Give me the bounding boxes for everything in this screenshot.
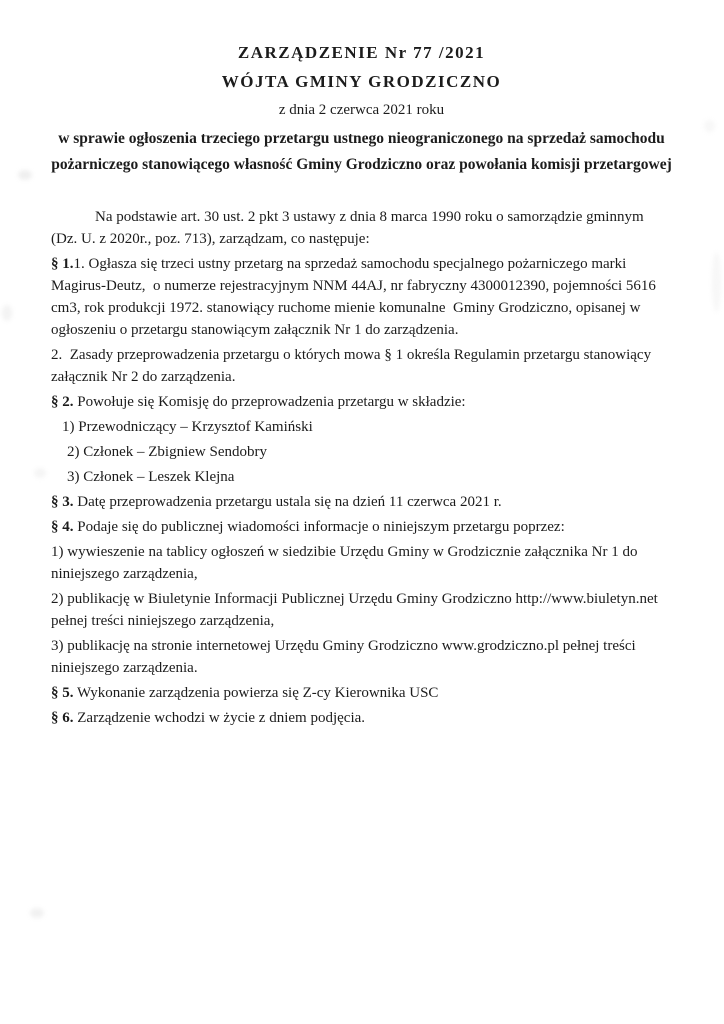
section-3-text: Datę przeprowadzenia przetargu ustala się na dzień 11 czerwca 2021 r. — [73, 494, 502, 510]
section-4-marker: § 4. — [51, 519, 74, 535]
document-date: z dnia 2 czerwca 2021 roku — [278, 102, 445, 118]
publication-item-3: 3) publikację na stronie internetowej Urzędu Gminy Grodziczno www.grodziczno.pl pełnej treści niniejszego zarządzenia. — [51, 638, 640, 676]
scan-artifact — [18, 170, 32, 180]
section-5-paragraph — [51, 682, 672, 704]
committee-list-item-2: 2) Członek – Zbigniew Sendobry — [67, 444, 267, 460]
committee-list-item-1: 1) Przewodniczący – Krzysztof Kamiński — [62, 419, 313, 435]
section-3-paragraph — [51, 491, 672, 513]
section-1-item-2-paragraph: 2. Zasady przeprowadzenia przetargu o których mowa § 1 określa Regulamin przetargu stanowiący załącznik Nr 2 do zarządzenia. — [51, 347, 655, 385]
section-5-marker: § 5. — [51, 685, 74, 701]
section-1-paragraph — [51, 253, 672, 341]
document-body — [51, 206, 672, 729]
scan-artifact — [2, 305, 12, 321]
section-6-text: Zarządzenie wchodzi w życie z dniem podjęcia. — [73, 710, 366, 726]
section-6-marker: § 6. — [51, 710, 74, 726]
preamble-paragraph: Na podstawie art. 30 ust. 2 pkt 3 ustawy z dnia 8 marca 1990 roku o samorządzie gminnym (Dz. U. z 2020r., poz. 713), zarządzam, co następuje: — [51, 209, 648, 247]
section-4-paragraph — [51, 516, 672, 538]
document-issuer: WÓJTA GMINY GRODZICZNO — [221, 72, 502, 91]
committee-list-item-3: 3) Członek – Leszek Klejna — [67, 469, 235, 485]
scan-artifact — [30, 908, 44, 918]
section-5-text: Wykonanie zarządzenia powierza się Z-cy Kierownika USC — [73, 685, 439, 701]
section-2-text: Powołuje się Komisję do przeprowadzenia przetargu w składzie: — [73, 394, 466, 410]
scan-artifact — [704, 120, 715, 132]
section-2-marker: § 2. — [51, 394, 74, 410]
document-heading — [51, 42, 672, 178]
section-6-paragraph — [51, 707, 672, 729]
section-1-marker: § 1. — [51, 256, 74, 272]
document-title: ZARZĄDZENIE Nr 77 /2021 — [237, 43, 486, 62]
section-2-paragraph — [51, 391, 672, 413]
section-1-text: 1. Ogłasza się trzeci ustny przetarg na sprzedaż samochodu specjalnego pożarniczego marki Magirus-Deutz, o numerze rejestracyjnym NNM 44AJ, nr fabryczny 4300012390, pojemności 5616 cm3, rok produkcji 1972. stanowiący ruchome mienie komunalne Gminy Grodziczno, opisanej w ogłoszeniu o przetargu stanowiącym załącznik Nr 1 do zarządzenia. — [51, 256, 664, 338]
scan-artifact — [712, 252, 721, 312]
section-4-text: Podaje się do publicznej wiadomości informacje o niniejszym przetargu poprzez: — [73, 519, 565, 535]
scan-artifact — [34, 468, 46, 478]
document-subject: w sprawie ogłoszenia trzeciego przetargu ustnego nieograniczonego na sprzedaż samochodu pożarniczego stanowiącego własność Gminy Grodziczno oraz powołania komisji przetargowej — [51, 130, 672, 173]
publication-item-2: 2) publikację w Biuletynie Informacji Publicznej Urzędu Gminy Grodziczno http://www.biuletyn.net pełnej treści niniejszego zarządzenia, — [51, 591, 662, 629]
section-3-marker: § 3. — [51, 494, 74, 510]
publication-item-1: 1) wywieszenie na tablicy ogłoszeń w siedzibie Urzędu Gminy w Grodzicznie załącznika Nr 1 do niniejszego zarządzenia, — [51, 544, 642, 582]
